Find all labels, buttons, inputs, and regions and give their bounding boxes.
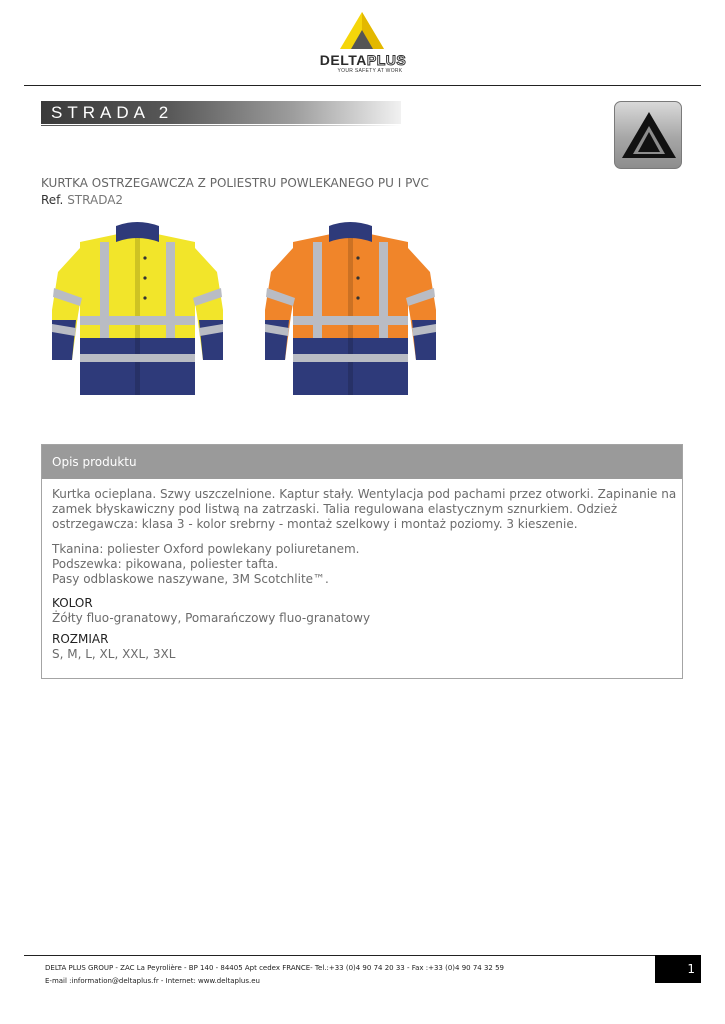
jacket-yellow-icon (50, 220, 225, 398)
footer-divider (24, 955, 701, 956)
company-address: DELTA PLUS GROUP - ZAC La Peyrolière - BP 140 - 84405 Apt cedex FRANCE- Tel.:+33 (0)4 90 74 20 33 - Fax :+33 (0)4 90 74 32 59 (45, 964, 505, 972)
delta-triangle-icon (620, 110, 678, 160)
size-label: ROZMIAR (52, 632, 109, 646)
delta-plus-triangle-icon (340, 12, 385, 50)
brand-tagline: YOUR SAFETY AT WORK (337, 68, 403, 74)
color-label: KOLOR (52, 596, 93, 610)
ref-value: STRADA2 (67, 193, 124, 207)
product-reference (41, 193, 123, 207)
company-contact: E-mail :information@deltaplus.fr - Internet: www.deltaplus.eu (45, 977, 260, 985)
size-value: S, M, L, XL, XXL, 3XL (52, 647, 176, 661)
ref-label: Ref. (41, 193, 64, 207)
description-paragraph: Kurtka ocieplana. Szwy uszczelnione. Kaptur stały. Wentylacja pod pachami przez otworki. Zapinanie na zamek błyskawiczny pod listwą na zatrzaski. Talia regulowana elastycznym sznurkiem. Odzież ostrzegawcza: klasa 3 - kolor srebrny - montaż szelkowy i montaż poziomy. 3 kieszenie. (52, 487, 677, 531)
product-code-title: STRADA 2 (51, 103, 174, 122)
description-header-label: Opis produktu (52, 455, 137, 469)
page-number: 1 (687, 962, 695, 976)
jacket-orange-icon (263, 220, 438, 398)
header-divider (24, 85, 701, 86)
color-value: Żółty fluo-granatowy, Pomarańczowy fluo-granatowy (52, 611, 371, 625)
description-header (42, 445, 682, 479)
delta-badge (614, 101, 682, 169)
material-line: Podszewka: pikowana, poliester tafta. (52, 557, 279, 571)
material-line: Tkanina: poliester Oxford powlekany poliuretanem. (52, 542, 360, 556)
materials-paragraph (52, 542, 677, 587)
title-underline (41, 125, 401, 126)
brand-logo (300, 10, 425, 74)
product-name: KURTKA OSTRZEGAWCZA Z POLIESTRU POWLEKANEGO PU I PVC (41, 176, 429, 190)
material-line: Pasy odblaskowe naszywane, 3M Scotchlite™. (52, 572, 329, 586)
brand-name: DELTAPLUS (319, 52, 407, 68)
